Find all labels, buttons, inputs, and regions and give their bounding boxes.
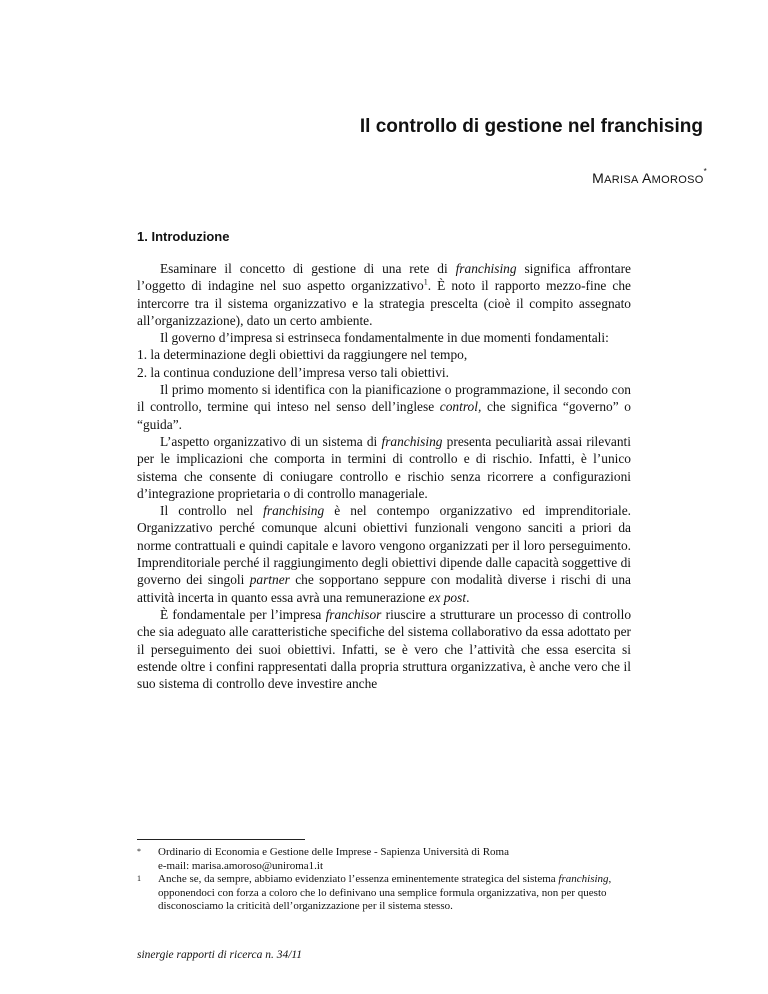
list-item-1: 1. la determinazione degli obiettivi da raggiungere nel tempo, xyxy=(137,347,468,363)
footnotes xyxy=(137,846,631,914)
journal-footer: sinergie rapporti di ricerca n. 34/11 xyxy=(137,949,303,961)
footnote-1: 1 Anche se, da sempre, abbiamo evidenziato l’essenza eminentemente strategica del sistema franchising, opponendoci con forza a coloro che lo definivano una semplice formula organizzativa, non per questo disconosciamo la criticità dell’organizzazione per il sistema stesso. xyxy=(137,873,612,912)
paragraph-2: Il governo d’impresa si estrinseca fondamentalmente in due momenti fondamentali: xyxy=(160,330,609,346)
list-item-2: 2. la continua conduzione dell’impresa verso tali obiettivi. xyxy=(137,364,449,380)
paragraph-5: Il controllo nel franchising è nel contempo organizzativo ed imprenditoriale. Organizzativo perché comunque alcuni obiettivi funzionali vengono sanciti a priori da norme contrattuali e quindi capitale e lavoro vengono organizzati per il loro perseguimento. Imprenditoriale perché il raggiungimento degli obiettivi dipende dalle capacità soggettive di governo dei singoli partner che sopportano seppure con modalità diverse i rischi di una attività incerta in quanto essa avrà una remunerazione ex post. xyxy=(137,503,631,605)
paragraph-3: Il primo momento si identifica con la pianificazione o programmazione, il secondo con il controllo, termine qui inteso nel senso dell’inglese control, che significa “governo” o “guida”. xyxy=(137,382,631,432)
footnote-author: * Ordinario di Economia e Gestione delle Imprese - Sapienza Università di Roma e-mail: marisa.amoroso@uniroma1.it xyxy=(137,846,509,872)
author-footnote-mark: * xyxy=(703,167,707,177)
body-text xyxy=(137,260,631,692)
paper-title: Il controllo di gestione nel franchising xyxy=(359,116,703,137)
author-name: MARISA AMOROSO* xyxy=(592,167,707,186)
paragraph-6: È fondamentale per l’impresa franchisor riuscire a strutturare un processo di controllo che sia adeguato alle caratteristiche specifiche del sistema collaborativo da essa adottato per il perseguimento dei suoi obiettivi. Infatti, se è vero che l’attività che essa esercita si estende oltre i confini rappresentati dalla propria struttura organizzativa, è anche vero che il suo sistema di controllo deve investire anche xyxy=(137,606,632,692)
paragraph-4: L’aspetto organizzativo di un sistema di franchising presenta peculiarità assai rilevanti per le implicazioni che comporta in termini di controllo e di rischio. Infatti, è l’unico sistema che consente di coniugare controllo e rischio senza ricorrere a configurazioni d’integrazione proprietaria o di controllo manageriale. xyxy=(137,433,631,501)
section-heading: 1. Introduzione xyxy=(137,229,230,244)
footnote-divider xyxy=(137,839,305,840)
paragraph-1: Esaminare il concetto di gestione di una rete di franchising significa affrontare l’oggetto di indagine nel suo aspetto organizzativo$^1$. È noto il rapporto mezzo-fine che intercorre tra il sistema organizzativo e la strategia prescelta (cioè il compito assegnato all’organizzazione), dato un certo ambiente. xyxy=(137,261,631,328)
footnote-ref-1: 1 xyxy=(423,277,428,287)
